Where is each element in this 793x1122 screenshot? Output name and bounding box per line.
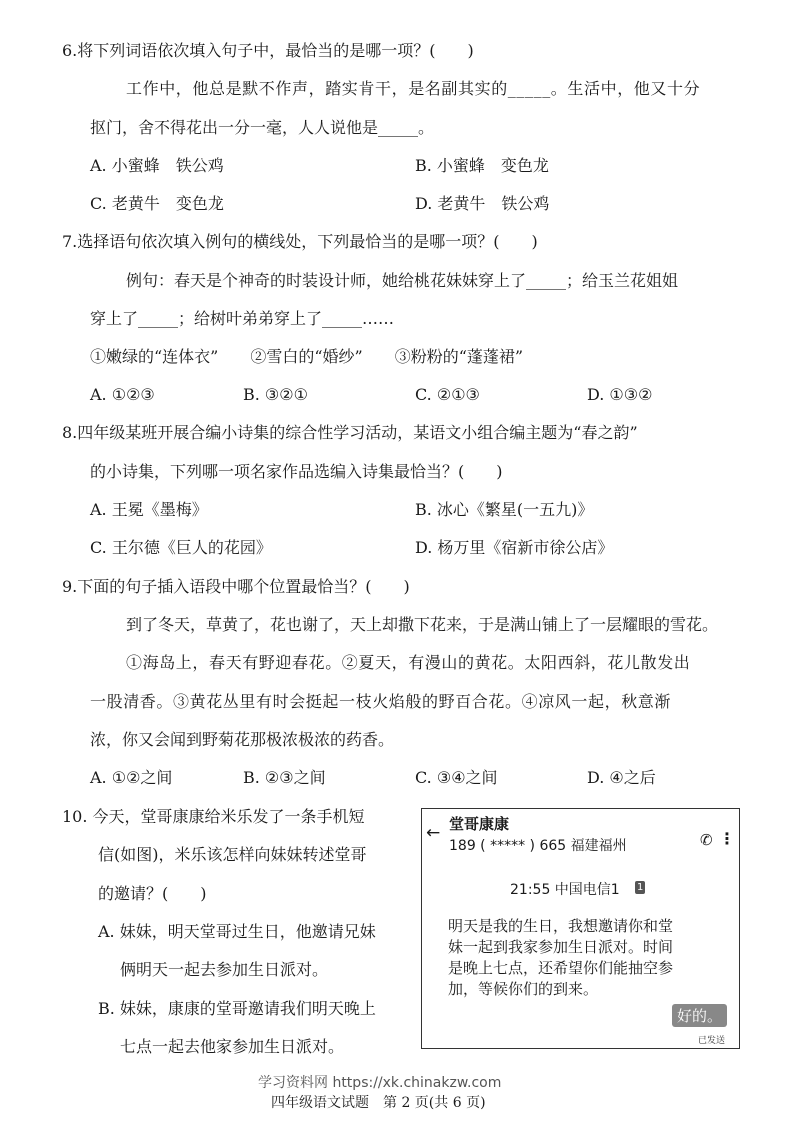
q7-option-d[interactable]: D. ①③②: [587, 385, 653, 404]
q10-stem-line3: 的邀请？( ): [98, 884, 207, 903]
q7-option-b[interactable]: B. ③②①: [243, 385, 308, 404]
q6-stem: 6.将下列词语依次填入句子中，最恰当的是哪一项？( ): [62, 41, 474, 60]
q8-option-c[interactable]: C. 王尔德《巨人的花园》: [90, 538, 272, 557]
time-carrier: 21:55 中国电信1: [510, 882, 620, 898]
reply-bubble: 好的。: [672, 1004, 727, 1027]
q9-option-c[interactable]: C. ③④之间: [415, 768, 498, 787]
q6-passage-line1: 工作中，他总是默不作声，踏实肯干，是名副其实的_____。生活中，他又十分: [126, 79, 701, 98]
contact-number: 189 ( ***** ) 665 福建福州: [449, 838, 627, 854]
q10-option-a-line2: 俩明天一起去参加生日派对。: [120, 960, 329, 979]
page-footer: 四年级语文试题 第 2 页(共 6 页): [271, 1095, 486, 1111]
q9-sentence: 到了冬天，草黄了，花也谢了，天上却撒下花来，于是满山铺上了一层耀眼的雪花。: [126, 615, 719, 634]
q8-option-b[interactable]: B. 冰心《繁星(一五九)》: [415, 500, 594, 519]
q6-option-b[interactable]: B. 小蜜蜂 变色龙: [415, 156, 549, 175]
q7-stem: 7.选择语句依次填入例句的横线处，下列最恰当的是哪一项？( ): [62, 232, 538, 251]
message-line4: 加，等候你们的到来。: [448, 980, 599, 998]
q9-para-line1: ①海岛上，春天有野迎春花。②夏天，有漫山的黄花。太阳西斜，花儿散发出: [126, 653, 691, 672]
q8-option-a[interactable]: A. 王冕《墨梅》: [90, 500, 208, 519]
q8-option-d[interactable]: D. 杨万里《宿新市徐公店》: [415, 538, 614, 557]
q8-stem-line2: 的小诗集，下列哪一项名家作品选编入诗集最恰当？( ): [90, 462, 503, 481]
q10-option-a-line1[interactable]: A. 妹妹，明天堂哥过生日，他邀请兄妹: [98, 922, 376, 941]
q9-para-line3: 浓，你又会闻到野菊花那极浓极浓的药香。: [90, 730, 395, 749]
sent-status: 已发送: [697, 1036, 725, 1046]
sim-badge: 1: [637, 882, 644, 893]
q7-option-c[interactable]: C. ②①③: [415, 385, 480, 404]
sms-screenshot: [421, 808, 740, 1049]
q9-option-d[interactable]: D. ④之后: [587, 768, 656, 787]
q9-para-line2: 一股清香。③黄花丛里有时会挺起一枝火焰般的野百合花。④凉风一起，秋意渐: [90, 692, 672, 711]
q9-option-b[interactable]: B. ②③之间: [243, 768, 326, 787]
q10-option-b-line1[interactable]: B. 妹妹，康康的堂哥邀请我们明天晚上: [98, 999, 376, 1018]
q6-option-c[interactable]: C. 老黄牛 变色龙: [90, 194, 224, 213]
message-line2: 妹一起到我家参加生日派对。时间: [448, 938, 674, 956]
q7-choices: ①嫩绿的“连体衣” ②雪白的“婚纱” ③粉粉的“蓬蓬裙”: [90, 347, 524, 366]
message-line1: 明天是我的生日，我想邀请你和堂: [448, 917, 674, 935]
q9-stem: 9.下面的句子插入语段中哪个位置最恰当？( ): [62, 577, 410, 596]
q10-option-b-line2: 七点一起去他家参加生日派对。: [120, 1037, 345, 1056]
q7-option-a[interactable]: A. ①②③: [90, 385, 155, 404]
q10-stem-line2: 信(如图)，米乐该怎样向妹妹转述堂哥: [98, 845, 367, 864]
phone-call-icon[interactable]: ✆: [700, 831, 713, 849]
q7-example-line1: 例句：春天是个神奇的时装设计师，她给桃花妹妹穿上了_____；给玉兰花姐姐: [126, 271, 679, 290]
more-menu-icon[interactable]: ⋮: [719, 829, 735, 848]
q6-passage-line2: 抠门，舍不得花出一分一毫，人人说他是_____。: [90, 118, 435, 137]
contact-name: 堂哥康康: [449, 815, 510, 833]
q10-stem-line1: 10. 今天，堂哥康康给米乐发了一条手机短: [62, 807, 365, 826]
q7-example-line2: 穿上了_____；给树叶弟弟穿上了_____……: [90, 309, 395, 328]
watermark: 学习资料网 https://xk.chinakzw.com: [258, 1075, 502, 1091]
q6-option-a[interactable]: A. 小蜜蜂 铁公鸡: [90, 156, 224, 175]
q9-option-a[interactable]: A. ①②之间: [90, 768, 173, 787]
back-arrow-icon[interactable]: ←: [426, 823, 441, 843]
q6-option-d[interactable]: D. 老黄牛 铁公鸡: [415, 194, 550, 213]
q8-stem-line1: 8.四年级某班开展合编小诗集的综合性学习活动，某语文小组合编主题为“春之韵”: [62, 423, 638, 442]
message-line3: 是晚上七点，还希望你们能抽空参: [448, 959, 674, 977]
